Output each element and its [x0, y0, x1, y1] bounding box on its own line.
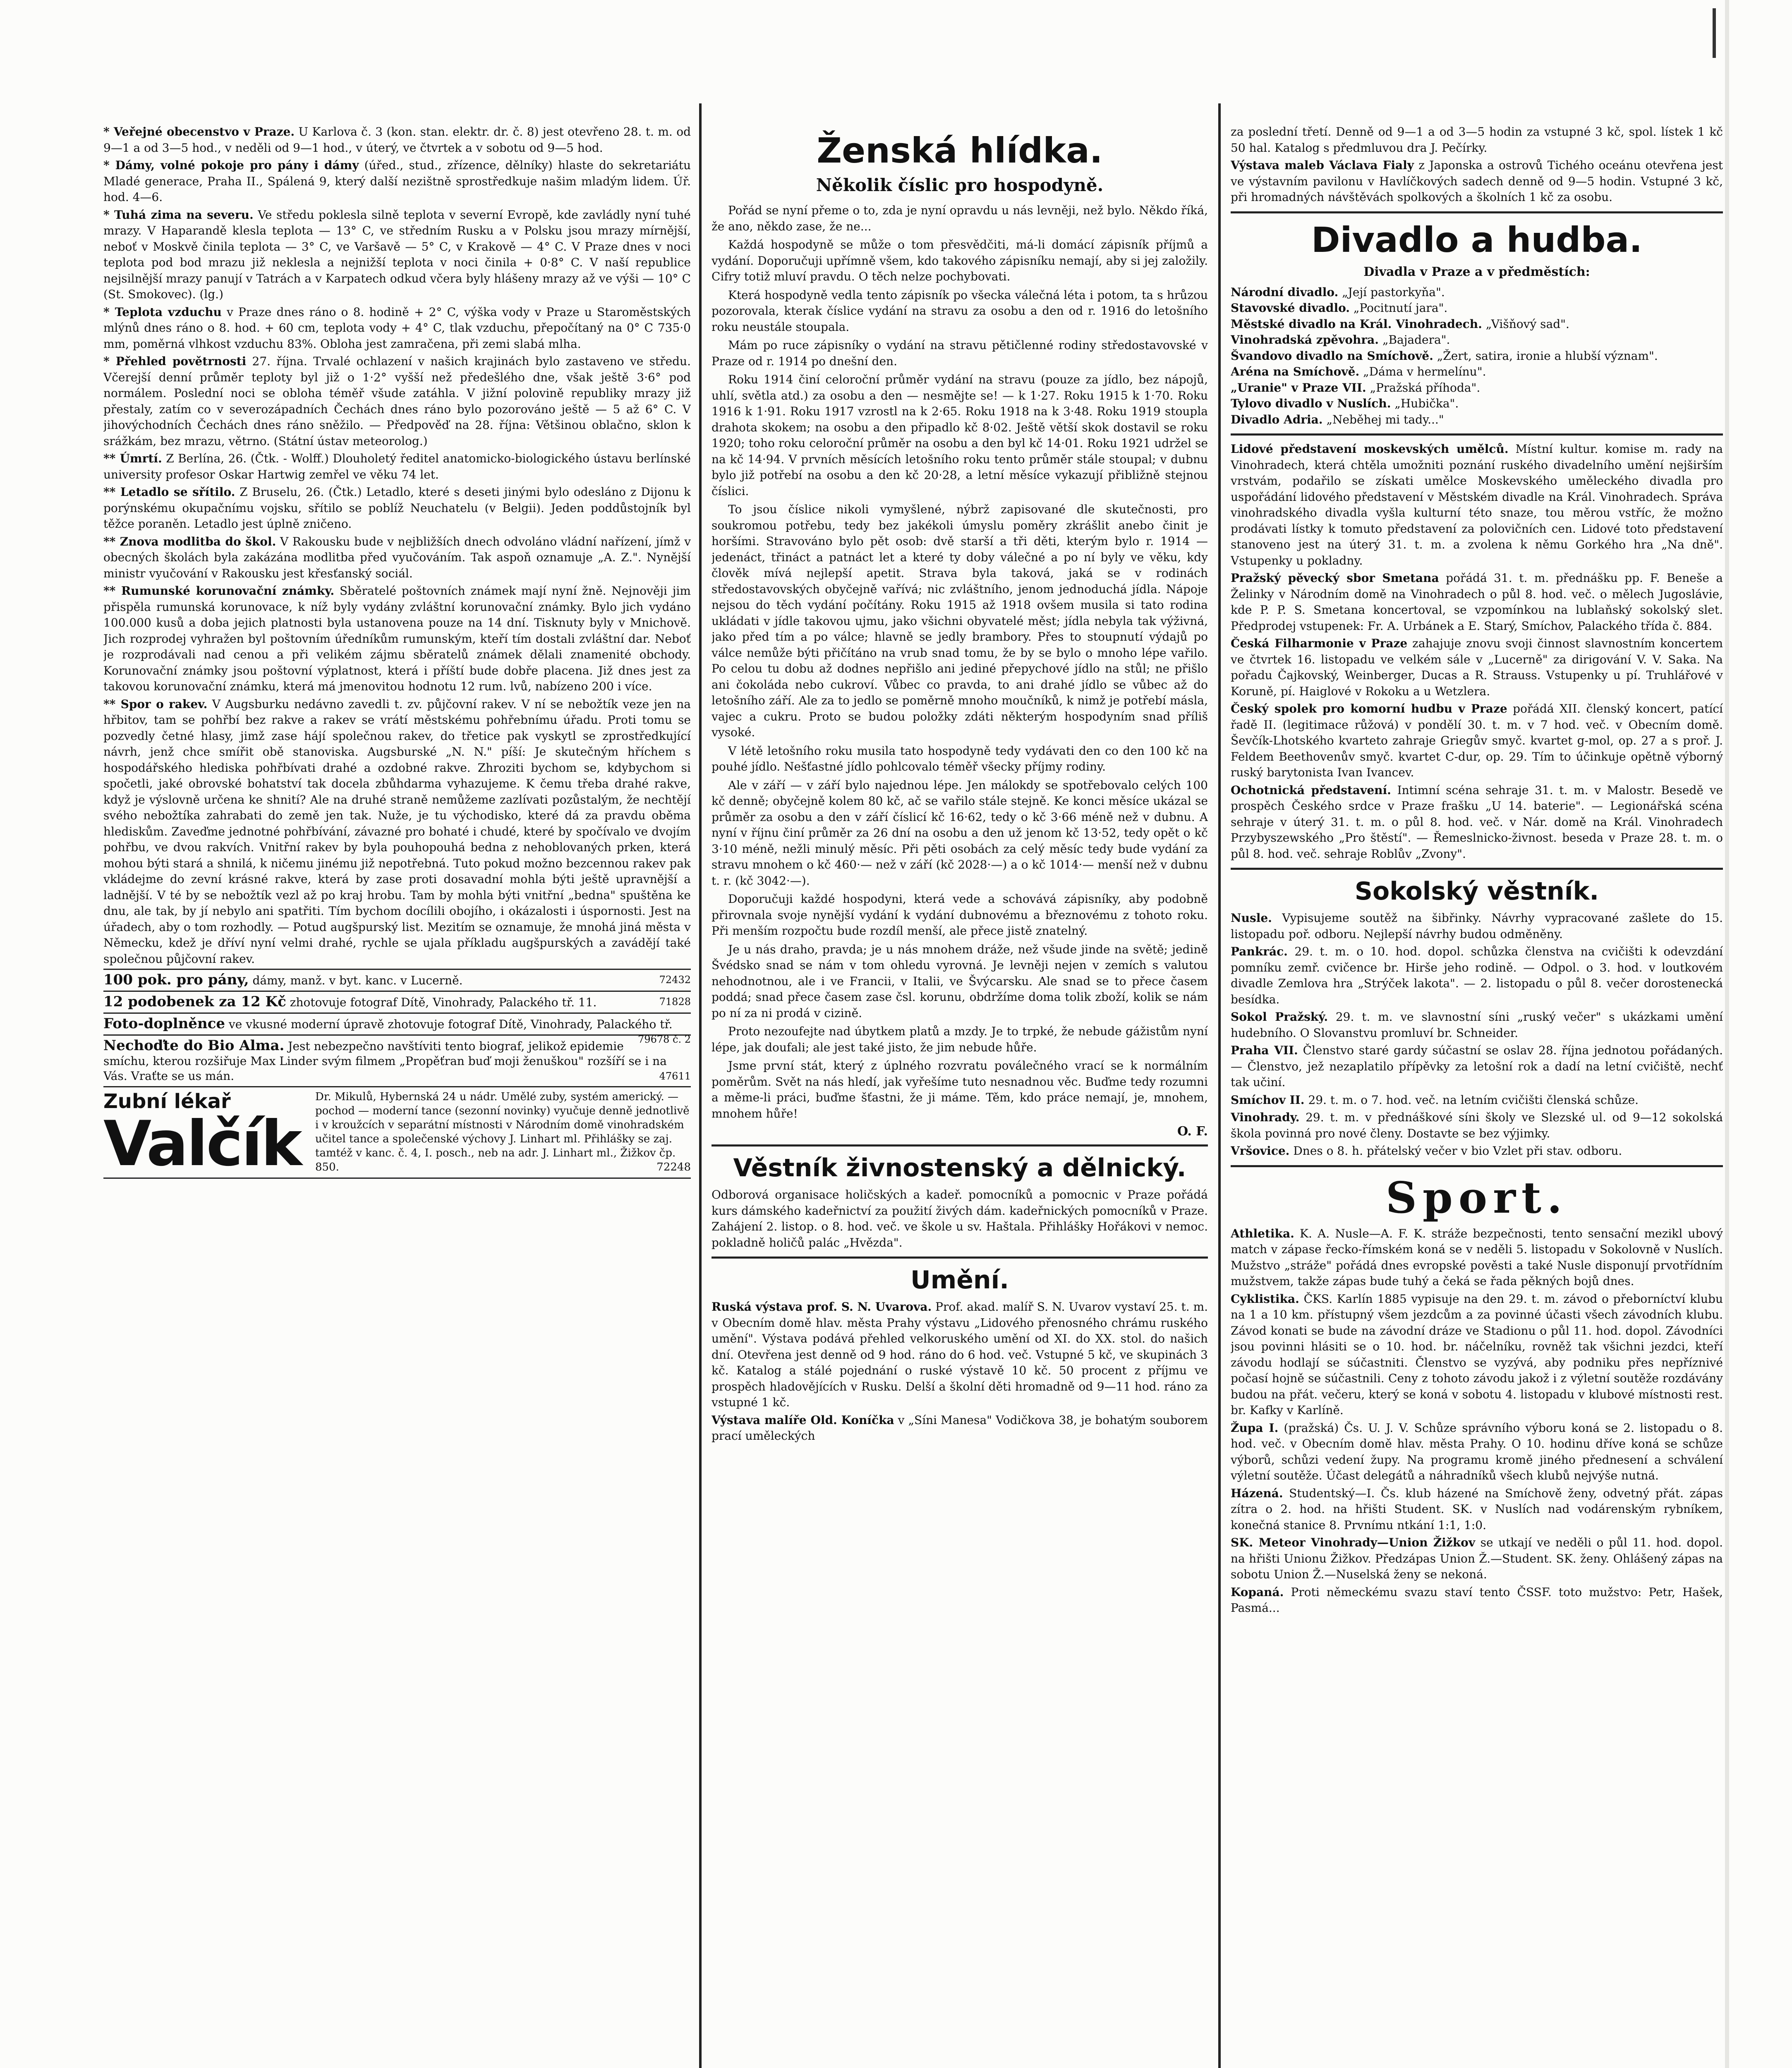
- article-paragraph: V létě letošního roku musila tato hospodyně tedy vydávati den co den 100 kč na pouhé jídlo. Nešťastné jídlo pohlcovalo téměř všecky příjmy rodiny.: [712, 744, 1208, 773]
- article-paragraph: Každá hospodyně se může o tom přesvědčiti, má-li domácí zápisník příjmů a vydání. Doporučuji upřímně všem, kdo takového zápisníku nemají, aby si jej založily. Cifry totiž mluví pravdu. O těch nelze pochybovati.: [712, 238, 1208, 283]
- news-item-heading: * Dámy, volné pokoje pro pány i dámy: [103, 158, 359, 172]
- dentist-advertisement: [103, 1086, 691, 1179]
- art-items: [712, 1299, 1208, 1444]
- sokol-item: [1231, 1043, 1723, 1091]
- article-paragraph: Pořád se nyní přeme o to, zda je nyní opravdu u nás levněji, než bylo. Někdo říká, že ano, někdo zase, že ne...: [712, 203, 1208, 233]
- theatre-listing: [1231, 300, 1723, 316]
- news-item-text: Z Berlína, 26. (Čtk. - Wolff.) Dlouholetý ředitel anatomicko-biologického ústavu berlínské university profesor Oskar Hartwig zemřel ve věku 74 let.: [103, 452, 691, 481]
- exhibition-item: [1231, 124, 1723, 156]
- theatre-listing: [1231, 380, 1723, 396]
- sokol-item-text: 29. t. m. ve slavnostní síni „ruský večer" s ukázkami umění hudebního. O Slovanstvu promluví br. Schneider.: [1231, 1010, 1723, 1040]
- sokol-item-text: 29. t. m. o 7. hod. več. na letním cvičišti členská schůze.: [1308, 1093, 1639, 1107]
- music-item: [1231, 441, 1723, 569]
- theatre-name: Tylovo divadlo v Nuslích.: [1231, 397, 1391, 410]
- theatre-listing: [1231, 348, 1723, 364]
- news-item-heading: ** Letadlo se sřítilo.: [103, 485, 235, 499]
- ad-number: 72432: [659, 974, 691, 986]
- theatre-name: Vinohradská zpěvohra.: [1231, 333, 1379, 347]
- dentist-name: Valčík: [103, 1108, 301, 1180]
- news-item-text: v Praze dnes ráno o 8. hodině + 2° C, výška vody v Praze u Staroměstských mlýnů dnes ráno o 8. hod. + 60 cm, teplota vody + 4° C, tlak vzduchu, přepočítaný na 0° C 735·0 mm, poměrná vlhkost vzduchu 83%. Obloha jest zamračena, při zemi slabá mlha.: [103, 305, 691, 351]
- ad-heading: 12 podobenek za 12 Kč: [103, 993, 286, 1010]
- music-item-heading: Česká Filharmonie v Praze: [1231, 637, 1408, 650]
- section-title-theatre: Divadlo a hudba.: [1311, 219, 1643, 260]
- theatre-list: [1231, 285, 1723, 428]
- theatre-listing: [1231, 316, 1723, 333]
- sokol-item-text: Dnes o 8. h. přátelský večer v bio Vzlet při stav. odboru.: [1293, 1144, 1622, 1158]
- article-signature: O. F.: [1177, 1124, 1208, 1139]
- theatre-name: Švandovo divadlo na Smíchově.: [1231, 349, 1433, 363]
- theatre-name: Aréna na Smíchově.: [1231, 365, 1360, 378]
- news-item: [103, 207, 691, 303]
- article-paragraph: Ale v září — v září bylo najednou lépe. Jen málokdy se spotřebovalo celých 100 kč denně; obyčejně kolem 80 kč, ač se vařilo stále stejně. Ke konci měsíce ukázal se průměr za osobu a den v září číslicí kč 16·62, tedy o kč 3·66 méně než v dubnu. A nyní v říjnu činí průměr za 26 dní na osobu a den už jenom kč 13·52, tedy opět o kč 3·10 méně, nežli minulý měsíc. Při pěti osobách za celý měsíc tedy bude vydání za stravu mnohem o kč 460·— než v září (kč 2028·—) a o kč 1014·— menší než v dubnu t. r. (kč 3042·—).: [712, 778, 1208, 888]
- sokol-item-heading: Smíchov II.: [1231, 1093, 1305, 1107]
- exhibition-item-text: za poslední třetí. Denně od 9—1 a od 3—5 hodin za vstupné 3 kč, spol. lístek 1 kč 50 hal. Katalog s předmluvou dra J. Pečírky.: [1231, 125, 1723, 155]
- sokol-item-text: 29. t. m. o 10. hod. dopol. schůzka členstva na cvičišti k odevzdání pomníku zemř. cvičence br. Hirše jeho rodině. — Odpol. o 3. hod. v loutkovém divadle Zemlova hra „Strýček lakota". — 2. listopadu o půl 8. večer dorostenecká besídka.: [1231, 945, 1723, 1006]
- column-rule-2: [1218, 103, 1221, 2068]
- sport-item: [1231, 1535, 1723, 1583]
- corner-mark: [1713, 8, 1716, 58]
- ad-heading: Foto-doplněnce: [103, 1015, 225, 1032]
- column-womens-watch: [712, 124, 1208, 2068]
- theatre-play: „Hubička".: [1394, 397, 1459, 410]
- news-item: [103, 484, 691, 532]
- news-item-text: U Karlova č. 3 (kon. stan. elektr. dr. č. 8) jest otevřeno 28. t. m. od 9—1 a od 3—5 hod., v neděli od 9—1 hod., v úterý, ve čtvrtek a v sobotu od 9—5 hod.: [103, 125, 691, 155]
- theatre-name: Městské divadlo na Král. Vinohradech.: [1231, 317, 1482, 331]
- sokol-item: [1231, 944, 1723, 1008]
- theatre-play: „Pocitnutí jara".: [1353, 301, 1448, 315]
- section-title-art: Umění.: [910, 1266, 1009, 1295]
- news-item-text: V Rakousku bude v nejbližších dnech odvoláno vládní nařízení, jímž v obecných školách byla zakázána modlitba před vyučováním. Tak aspoň oznamuje „A. Z.". Nynější ministr vyučování v Rakousku jest křesťanský sociál.: [103, 534, 691, 580]
- section-title-trade: Věstník živnostenský a dělnický.: [733, 1154, 1186, 1182]
- sport-item-heading: Kopaná.: [1231, 1585, 1284, 1599]
- music-item-text: zahajuje znovu svoji činnost slavnostním koncertem ve čtvrtek 16. listopadu ve velkém sále v „Lucerně" za dirigování V. V. Saka. Na pořadu Čajkovský, Weinberger, Ducas a R. Strauss. Vstupenky u pí. Truhlářové v Koruně, pí. Haiglové v Rokoku a u Wetzlera.: [1231, 637, 1723, 698]
- sport-item: [1231, 1486, 1723, 1534]
- music-item-text: pořádá XII. členský koncert, patící řadě II. (legitimace růžová) v pondělí 30. t. m. v 7 hod. več. v Obecním domě. Ševčík-Lhotského kvarteto zahraje Griegův smyč. kvartet g-mol, op. 27 a s proř. J. Feldem Beethovenův smyč. kvartet C-dur, op. 29. Tím to účinkuje opětně výborný ruský barytonista Ivan Ivancev.: [1231, 702, 1723, 779]
- news-items: [103, 124, 691, 967]
- sport-item-text: ČKS. Karlín 1885 vypisuje na den 29. t. m. závod o přeborníctví klubu na 1 a 10 km. přístupný všem jezdcům a za povinné účasti všech závodních klubu. Závod konati se bude na závodní dráze ve Stadionu o půl 11. hod. dopol. Závodníci jsou povinni hlásiti se o 10. hod. br. náčelníku, rovněž tak všichni jezdci, kteří závodu hodlají se súčastniti. Členstvo se vyzývá, aby podniku přes nepříznivé počasí hojně se súčastnili. Ceny z tohoto závodu jakož i z výletní soutěže rozdávány budou na přát. večeru, který se koná v sobotu 4. listopadu v klubové místnosti rest. br. Kafky v Karlíně.: [1231, 1292, 1723, 1417]
- sokol-item-heading: Nusle.: [1231, 911, 1272, 925]
- sokol-item-heading: Praha VII.: [1231, 1044, 1298, 1057]
- sokol-item-text: Členstvo staré gardy súčastní se oslav 28. října jednotou pořádaných. — Členstvo, jež nezaplatilo přípěvky za letošní rok a dadí na letní cvičiště, nechť tak učiní.: [1231, 1044, 1723, 1089]
- news-item: [103, 354, 691, 449]
- exhibition-items: [1231, 124, 1723, 206]
- sokol-items: [1231, 910, 1723, 1159]
- sport-item-text: Studentský—I. Čs. klub házené na Smíchově ženy, odvetný přát. zápas zítra o 2. hod. na hřišti Student. SK. v Nuslích nad vodárenským rybníkem, konečná stanice 8. Prvnímu ntkání 1:1, 1:0.: [1231, 1486, 1723, 1532]
- sport-item-text: Proti německému svazu staví tento ČSSF. toto mužstvo: Petr, Hašek, Pasmá...: [1231, 1585, 1723, 1615]
- sport-item-heading: Athletika.: [1231, 1226, 1294, 1240]
- art-item-heading: Ruská výstava prof. S. N. Uvarova.: [712, 1300, 932, 1314]
- news-item-heading: * Přehled povětrnosti: [103, 354, 247, 368]
- classified-ad: [103, 1034, 691, 1086]
- section-title-sokol: Sokolský věstník.: [1354, 877, 1599, 906]
- sport-item-heading: Cyklistika.: [1231, 1292, 1299, 1306]
- music-item-text: Intimní scéna sehraje 31. t. m. v Malostr. Besedě ve prospěch Českého srdce v Praze frašku „U 14. baterie". — Legionářská scéna sehraje v úterý 31. t. m. o půl 8. hod. več. v Nár. domě na Král. Vinohradech Przybyszewského „Pro štěstí". — Řemeslnicko-živnost. beseda v Praze 28. t. m. o půl 8. hod. več. sehraje Roblův „Zvony".: [1231, 783, 1723, 861]
- ad-text: ve vkusné moderní úpravě zhotovuje fotograf Dítě, Vinohrady, Palackého tř.: [228, 1017, 673, 1031]
- article-paragraph: Jsme první stát, který z úplného rozvratu poválečného vrací se k normálním poměrům. Svět na nás hledí, jak vyřešíme tuto nesnadnou věc. Buďme tedy rozumni a měme-li práci, buďme šťastni, že ji máme. Těm, kdo práce nemají, je, mnohem, mnohem hůře!: [712, 1059, 1208, 1120]
- news-item-text: V Augsburku nedávno zavedli t. zv. půjčovní rakev. V ní se nebožtík veze jen na hřbitov, tam se pohřbí bez rakve a rakev se vrátí městskému pohřebnímu úřadu. Proti tomu se pozvedly četné hlasy, jimž zase hájí společnou rakev, do třetice pak vyskytl se zprostředkující návrh, jenž chce smířit obě stanoviska. Augsburské „N. N." píší: Je skutečným hříchem s hospodářského hlediska pohřbívati drahé a ozdobné rakve. Zhroziti bychom se, kdybychom si spočetli, jaké obrovské bohatství tak docela zbůhdarma vyhazujeme. K čemu třeba drahé rakve, když je výslovně určena ke shnití? Ale na druhé straně nemůžeme zazlívati pozůstalým, že nechtějí svého nebožtíka zahrabati do země jen tak. Nuže, je tu východisko, které dá za pravdu oběma hlediskům. Zaveďme jednotné pohřbívání, závazné pro bohaté i chudé, které by spočívalo ve dvojím pohřbu, ve dvou rakvích. Vnitřní rakev by byla pouhopouhá bedna z nehoblovaných prken, která mohou býti stará a shnilá, k ničemu jinému již nepotřebná. Tuto pokud možno bezcennou rakev pak vkládejme do zevní krásné rakve, která by zase proti dosavadní mohla býti ještě upravnější a ladnější. V té by se nebožtík vezl až po kraj hrobu. Tam by mohla býti vnitřní „bedna" spuštěna ke dnu, ale tak, by jí nebylo ani spatřiti. Tím bychom docílili obojího, i okázalosti i úspornosti. Jest na úřadech, aby o tom rozhodly. — Potud augšpurský list. Mezitím se oznamuje, že mnohá jiná města v Německu, kdež je dříví nyní velmi drahé, rychle se ujala příkladu augšpurských a zavádějí také společnou půjčovní rakev.: [103, 697, 691, 966]
- news-item: [103, 124, 691, 156]
- sport-item: [1231, 1226, 1723, 1290]
- sport-item-heading: Házená.: [1231, 1486, 1283, 1500]
- news-item-heading: ** Znova modlitba do škol.: [103, 534, 276, 548]
- theatre-play: „Bajadera".: [1382, 333, 1450, 347]
- art-item-text: v „Síni Manesa" Vodičkova 38, je bohatým souborem prací uměleckých: [712, 1413, 1208, 1443]
- news-item: [103, 697, 691, 967]
- theatre-play: „Dáma v hermelínu".: [1363, 365, 1486, 378]
- sport-item-heading: Župa I.: [1231, 1421, 1279, 1435]
- sokol-item-text: 29. t. m. v přednáškové síni školy ve Slezské ul. od 9—12 sokolská škola povinná pro nové členy. Dostavte se bez výjimky.: [1231, 1111, 1723, 1140]
- sokol-item: [1231, 1143, 1723, 1159]
- column-culture-sport: [1231, 124, 1723, 2068]
- theatre-subtitle: Divadla v Praze a v předměstích:: [1363, 264, 1590, 279]
- column-news: [103, 124, 691, 2068]
- theatre-listing: [1231, 364, 1723, 380]
- theatre-play: „Její pastorkyňa".: [1342, 285, 1445, 299]
- ad-number: 47611: [659, 1070, 691, 1082]
- news-item: [103, 583, 691, 695]
- article-body: [712, 203, 1208, 1122]
- sport-item-text: (pražská) Čs. U. J. V. Schůze správního výboru koná se 2. listopadu o 8. hod. več. v Obecním domě hlav. města Prahy. O 10. hodinu dříve koná se schůze výborů, schůzi vedení župy. Na programu kromě jiného přednesení a schválení výletní soutěže. Účast delegátů a náhradníků všech klubů nejvýše nutná.: [1231, 1421, 1723, 1482]
- sport-item: [1231, 1585, 1723, 1616]
- classified-ad: [103, 1012, 691, 1045]
- theatre-play: „Neběhej mi tady...": [1326, 412, 1444, 426]
- ad-text: dámy, manž. v byt. kanc. v Lucerně.: [252, 974, 463, 987]
- column-rule-1: [699, 103, 702, 2068]
- news-item: [103, 304, 691, 352]
- news-item-text: (úřed., stud., zřízence, dělníky) hlaste do sekretariátu Mladé generace, Praha II., Spálená 9, který další nezištně sprostředkuje našim mladým lidem. Úř. hod. 4—6.: [103, 158, 691, 204]
- music-item-text: pořádá 31. t. m. přednášku pp. F. Beneše a Želinky v Národním domě na Vinohradech o půl 8. hod. več. o mělech Jugoslávie, kde P. P. S. Smetana koncertoval, se vzpomínkou na lublaňský sokolský slet. Předprodej vstupenek: Fr. A. Urbánek a E. Starý, Smíchov, Palackého třída č. 884.: [1231, 571, 1723, 633]
- sport-items: [1231, 1226, 1723, 1616]
- theatre-name: „Uranie" v Praze VII.: [1231, 381, 1366, 395]
- news-item-heading: ** Rumunské korunovační známky.: [103, 584, 335, 598]
- dentist-title: Zubní lékař: [103, 1090, 231, 1113]
- music-item: [1231, 636, 1723, 699]
- news-item-heading: ** Spor o rakev.: [103, 697, 208, 711]
- separator: [1231, 211, 1723, 213]
- sokol-item-text: Vypisujeme soutěž na šibřinky. Návrhy vypracované zašlete do 15. listopadu poř. odboru. Nejlepší návrhy budou odměněny.: [1231, 911, 1723, 941]
- theatre-play: „Višňový sad".: [1485, 317, 1569, 331]
- article-paragraph: Je u nás draho, pravda; je u nás mnohem dráže, než všude jinde na světě; jedině Švédsko snad se nám v tom ohledu vyrovná. Je levněji nejen v zemích s valutou nehodnotnou, ale i ve Francii, v Italii, ve Švýcarsku. Ale snad se to přece časem poddá; snad přece časem zase čsl. korunu, obdržíme doma tolik zboží, kolik se nám po ní za ni prodá v cizině.: [712, 942, 1208, 1020]
- art-item: [712, 1412, 1208, 1444]
- article-paragraph: Roku 1914 činí celoroční průměr vydání na stravu (pouze za jídlo, bez nápojů, uhlí, světla atd.) za osobu a den — nesmějte se! — k 1·27. Roku 1915 k 1·70. Roku 1916 k 1·91. Roku 1917 vzrostl na k 2·65. Roku 1918 na k 3·48. Roku 1919 stoupla drahota skokem; na osobu a den připadlo kč 8·02. Ještě větší skok dostavil se roku 1920; toho roku celoroční průměr na osobu a den byl kč 14·01. Roku 1921 udržel se na kč 14·94. V prvních měsících letošního roku tento průměr stále stoupal; v dubnu bylo již potřebí na osobu a den kč 20·28, a letní měsíce vykazují přibližně stejnou číslici.: [712, 373, 1208, 498]
- article-subtitle: Několik číslic pro hospodyně.: [816, 175, 1104, 195]
- section-title-womens: Ženská hlídka.: [817, 130, 1103, 171]
- theatre-listing: [1231, 396, 1723, 412]
- separator: [712, 1144, 1208, 1146]
- music-item: [1231, 570, 1723, 634]
- exhibition-item: [1231, 158, 1723, 206]
- ad-heading: 100 pok. pro pány,: [103, 972, 249, 988]
- sport-item: [1231, 1420, 1723, 1484]
- ad-heading: Nechoďte do Bio Alma.: [103, 1037, 285, 1054]
- news-item: [103, 534, 691, 582]
- theatre-name: Národní divadlo.: [1231, 285, 1339, 299]
- sokol-item-heading: Pankrác.: [1231, 945, 1288, 958]
- ad-text: Jest nebezpečno navštíviti tento biograf, jelikož epidemie smíchu, kterou rozšiřuje Max Linder svým filmem „Propěťran buď moji ženuškou" rozšíří se i na Vás. Vraťte se us mán.: [103, 1039, 667, 1083]
- sokol-item: [1231, 910, 1723, 942]
- sokol-item-heading: Sokol Pražský.: [1231, 1010, 1328, 1024]
- news-item: [103, 451, 691, 483]
- trade-notice: Odborová organisace holičských a kadeř. pomocníků a pomocnic v Praze pořádá kurs dámského kadeřnictví za použití živých dám. kadeřnických pomocníků v Praze. Zahájení 2. listop. o 8. hod. več. ve škole u sv. Haštala. Přihlášky Hořákovi v nemoc. pokladně holičů palác „Hvězda".: [712, 1188, 1208, 1249]
- theatre-listing: [1231, 285, 1723, 301]
- news-item-heading: * Teplota vzduchu: [103, 305, 222, 319]
- music-item-heading: Český spolek pro komorní hudbu v Praze: [1231, 702, 1507, 716]
- news-item-heading: * Tuhá zima na severu.: [103, 208, 254, 222]
- sokol-item: [1231, 1009, 1723, 1041]
- news-item-text: 27. října. Trvalé ochlazení v našich krajinách bylo zastaveno ve středu. Včerejší denní průměr teploty byl již o 1·2° vyšší než předešlého dne, však ještě 3·6° pod normálem. Poslední noci se obloha téměř všude zatáhla. V jižní polovině republiky mrazy již přestaly, zatím co v severozápadních Čechách dnes ráno bylo pozorováno ještě — 5 až 6° C. V jihovýchodních Čechách dnes ráno sněžilo. — Předpověď na 28. října: Většinou oblačno, sklon k srážkám, bez mrazu, větrno. (Státní ústav meteorolog.): [103, 354, 691, 448]
- music-item-heading: Pražský pěvecký sbor Smetana: [1231, 571, 1439, 585]
- dentist-text: Dr. Mikulů, Hybernská 24 u nádr. Umělé zuby, systém americký. — pochod — moderní tance (sezonní novinky) vyučuje denně jednotlivě i v kroužcích v separátní místnosti v Národním domě vinohradském učitel tance a společenské výchovy J. Linhart ml. Přihlášky se zaj. tamtéž v kanc. č. 4, I. posch., neb na adr. J. Linhart ml., Žižkov čp. 850.: [315, 1091, 690, 1173]
- news-item-heading: * Veřejné obecenstvo v Praze.: [103, 125, 295, 139]
- sokol-item: [1231, 1110, 1723, 1142]
- sokol-item-heading: Vršovice.: [1231, 1144, 1290, 1158]
- ad-number: 71828: [659, 996, 691, 1008]
- theatre-listing: [1231, 412, 1723, 428]
- article-paragraph: Mám po ruce zápisníky o vydání na stravu pětičlenné rodiny středostavovské v Praze od r. 1914 po dnešní den.: [712, 338, 1208, 368]
- classified-ad: [103, 991, 691, 1012]
- ad-number: 79678 č. 2: [638, 1034, 691, 1045]
- article-paragraph: Která hospodyně vedla tento zápisník po všecka válečná léta i potom, ta s hrůzou pozorovala, kterak číslice vydání na stravu za osobu a den od r. 1916 do letošního roku neustále stoupala.: [712, 288, 1208, 334]
- separator: [1231, 1165, 1723, 1167]
- exhibition-item-text: z Japonska a ostrovů Tichého oceánu otevřena jest ve výstavním pavilonu v Havlíčkových sadech denně od 9—5 hodin. Vstupné 3 kč, při hromadných návštěvách spolkových a školních 1 kč za osobu.: [1231, 158, 1723, 204]
- music-items: [1231, 441, 1723, 862]
- article-paragraph: To jsou číslice nikoli vymyšlené, nýbrž zapisované dle skutečnosti, pro soukromou potřebu, tedy bez jakékoli úmyslu poměry zkrášlit anebo činit je horšími. Stravováno bylo pět osob: dvě starší a tři děti, kterým bylo r. 1914 — jedenáct, třináct a patnáct let a které ty doby válečné a po ní byly ve věku, kdy člověk mívá nejlepší apetit. Strava byla taková, jaká se v rodinách středostavovských obyčejně vařívá; nic zvláštního, jenom jednoduchá jídla. Nápoje nejsou do těch vydání počítány. Roku 1915 až 1918 ovšem musila si tato rodina ukládati v jídle takovou ujmu, jako všichni obyvatelé měst; jídla nebyla tak výživná, jako před tím a po válce; hlavně se jedly brambory. Přes to stoupnutí výdajů po válce nemůže býti přičítáno na vrub snad tomu, že by se bylo o mnoho lépe vařilo. Po celou tu dobu až dodnes nepřišlo ani jediné přepychové jídlo na stůl; ne přišlo ani čokoláda nebo cukroví. Vůbec co pravda, to ani drahé jídlo se vůbec až do letošního září. Ale za to jedlo se poměrně mnoho moučníků, k nimž je potřebí másla, vajec a cukru. Proto se budou položky zdáti některým hospodyním snad příliš vysoké.: [712, 503, 1208, 739]
- classified-ads: [103, 969, 691, 1086]
- art-item-heading: Výstava malíře Old. Koníčka: [712, 1413, 894, 1427]
- news-item-text: Z Bruselu, 26. (Čtk.) Letadlo, které s deseti jinými bylo odesláno z Dijonu k porýnskému okupačnímu vojsku, sřítilo se poblíž Neuchatelu (v Belgii). Jeden poddůstojník byl těžce poraněn. Letadlo jest úplně zničeno.: [103, 485, 691, 531]
- sport-item: [1231, 1291, 1723, 1419]
- article-paragraph: Proto nezoufejte nad úbytkem platů a mzdy. Je to trpké, že nebude gážistům nyní lépe, jak doufali; ale jest také jisto, že jim nebude hůře.: [712, 1024, 1208, 1054]
- theatre-name: Divadlo Adria.: [1231, 412, 1323, 426]
- music-item-heading: Ochotnická představení.: [1231, 783, 1391, 797]
- sport-item-heading: SK. Meteor Vinohrady—Union Žižkov: [1231, 1536, 1476, 1549]
- classified-ad: [103, 969, 691, 991]
- separator: [1231, 868, 1723, 870]
- page-edge-shadow: [1725, 0, 1729, 2068]
- music-item: [1231, 701, 1723, 781]
- theatre-listing: [1231, 332, 1723, 348]
- music-item: [1231, 783, 1723, 862]
- sport-item-text: se utkají ve neděli o půl 11. hod. dopol. na hřišti Unionu Žižkov. Předzápas Union Ž.—Student. SK. ženy. Ohlášený zápas na sobotu Union Ž.—Nuselská ženy se nekoná.: [1231, 1536, 1723, 1581]
- ad-text: zhotovuje fotograf Dítě, Vinohrady, Palackého tř. 11.: [290, 996, 597, 1009]
- theatre-play: „Pražská příhoda".: [1370, 381, 1481, 395]
- section-title-sport: Sport.: [1385, 1172, 1568, 1223]
- art-item-text: Prof. akad. malíř S. N. Uvarov vystaví 25. t. m. v Obecním domě hlav. města Prahy výstavu „Lidového přenosného chrámu ruského umění". Výstava podává přehled velkoruského umění od XI. do XX. stol. do našich dní. Otevřena jest denně od 9 hod. ráno do 6 hod. več. Vstupné 5 kč, ve skupinách 3 kč. Katalog a stálé pojednání o ruské výstavě 10 kč. 50 procent z příjmu ve prospěch hladovějících v Rusku. Delší a školní děti hromadně od 9—11 hod. ráno za vstupné 1 kč.: [712, 1300, 1208, 1409]
- theatre-name: Stavovské divadlo.: [1231, 301, 1350, 315]
- separator: [712, 1257, 1208, 1259]
- news-item: [103, 158, 691, 206]
- news-item-text: Ve středu poklesla silně teplota v severní Evropě, kde zavládly nyní tuhé mrazy. V Haparandě klesla teplota — 13° C, ve středním Rusku a v Polsku jsou mrazy mírnější, neboť v Moskvě činila teplota — 3° C, ve Varšavě — 5° C, v Krakově — 4° C. V Praze dnes v noci teplota pod bod mrazu již neklesla a nejnižší teplota v noci činila + 0·8° C. V naší republice nejsilnější mrazy panují v Tatrách a v Karpatech odkud včera byly hlášeny mrazy až ve výši — 10° C (St. Smokovec). (lg.): [103, 208, 691, 301]
- sokol-item: [1231, 1092, 1723, 1108]
- dentist-number: 72248: [656, 1161, 691, 1173]
- separator: [1231, 433, 1723, 436]
- news-item-heading: ** Úmrtí.: [103, 452, 162, 465]
- sport-item-text: K. A. Nusle—A. F. K. stráže bezpečnosti, tento sensační mezikl ubový match v zápase řecko-římském koná se v neděli 5. listopadu v Sokolovně v Nuslích. Mužstvo „stráže" pořádá dnes evropské pověsti a také Nusle disponují prvotřídním mužstvem, takže zápas bude tuhý a čeká se řada pěkných bojů dnes.: [1231, 1226, 1723, 1288]
- music-item-text: Místní kultur. komise m. rady na Vinohradech, která chtěla umožniti poznání ruského divadelního umění nejširším vrstvám, podařilo se získati umělce Moskevského uměleckého divadla pro uspořádání lidového představení v Městském divadle na Král. Vinohradech. Správa vinohradského divadla vyšla kulturní této snaze, tou měrou vstříc, že možno prodávati lístky k tomuto představení za polovičních cen. Lidové toto představení stanoveno jest na úterý 31. t. m. a zvolena k němu Gorkého hra „Na dně". Vstupenky u pokladny.: [1231, 442, 1723, 567]
- news-item-text: Sběratelé poštovních známek mají nyní žně. Nejnověji jim přispěla rumunská korunovace, k níž byly vydány zvláštní korunovační známky. Bylo jich vydáno 100.000 kusů a doba jejich platnosti byla ustanovena pouze na 14 dní. Tisknuty byly v Mnichově. Jich rozprodej vyhražen byl poštovním úředníkům rumunským, kteří tím dostali zvláštní dar. Neboť je rozprodávali nad cenou a při velikém zájmu sběratelů známek dělali znamenité obchody. Korunovační známky jsou poštovní výplatnost, která i příští bude dobře placena. Již dnes jest za takovou korunovační známku, která má jmenovitou hodnotu 12 rum. lvů, nabízeno 200 i více.: [103, 584, 691, 693]
- theatre-play: „Žert, satira, ironie a hlubší význam".: [1437, 349, 1658, 363]
- exhibition-item-heading: Výstava maleb Václava Fialy: [1231, 158, 1414, 172]
- art-item: [712, 1299, 1208, 1411]
- article-paragraph: Doporučuji každé hospodyni, která vede a schovává zápisníky, aby podobně přirovnala svoje nynější vydání k vydání dubnovému a březnovému z tohoto roku. Při menším rozpočtu bude rozdíl menší, ale přece jistě znatelný.: [712, 892, 1208, 938]
- sokol-item-heading: Vinohrady.: [1231, 1111, 1300, 1124]
- music-item-heading: Lidové představení moskevských umělců.: [1231, 442, 1509, 456]
